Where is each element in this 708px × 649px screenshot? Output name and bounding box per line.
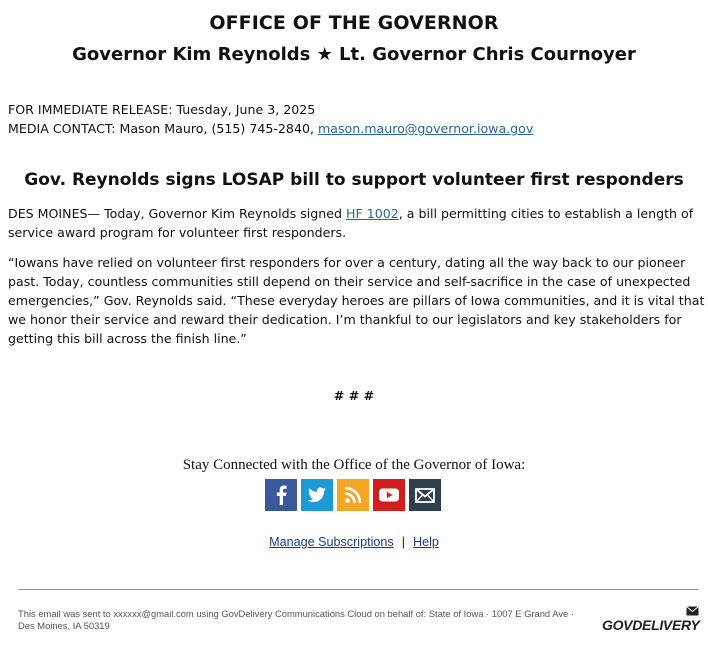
youtube-icon: [373, 479, 405, 511]
manage-subscriptions-link[interactable]: Manage Subscriptions: [269, 535, 394, 549]
contact-email-link[interactable]: mason.mauro@governor.iowa.gov: [317, 121, 534, 136]
email-icon: [409, 479, 441, 511]
lt-governor-name: Lt. Governor Chris Cournoyer: [339, 44, 636, 65]
governor-line: [0, 44, 708, 65]
social-icons: [265, 479, 441, 511]
subscription-links: [0, 535, 708, 549]
email-button[interactable]: [409, 479, 441, 511]
p1-rest: , a bill permitting cities to establish a length of service award program for volunteer first responders.: [8, 206, 694, 240]
article-headline: Gov. Reynolds signs LOSAP bill to support volunteer first responders: [24, 170, 684, 190]
link-separator: |: [401, 535, 405, 549]
p1-lead: DES MOINES— Today, Governor Kim Reynolds signed: [8, 206, 342, 221]
facebook-icon: [265, 479, 297, 511]
contact-label: MEDIA CONTACT:: [8, 121, 116, 136]
help-link[interactable]: Help: [412, 535, 439, 549]
envelope-icon: [686, 606, 699, 616]
article-paragraph-1: [8, 204, 708, 242]
release-date: Tuesday, June 3, 2025: [176, 102, 316, 117]
rss-button[interactable]: [337, 479, 369, 511]
release-date-line: [8, 100, 533, 119]
office-title: OFFICE OF THE GOVERNOR: [209, 12, 499, 34]
twitter-icon: [301, 479, 333, 511]
facebook-button[interactable]: [265, 479, 297, 511]
governor-name: Governor Kim Reynolds: [72, 44, 311, 65]
rss-icon: [337, 479, 369, 511]
footer-divider: [18, 589, 698, 590]
end-mark: # # #: [333, 388, 375, 403]
release-label: FOR IMMEDIATE RELEASE:: [8, 102, 173, 117]
bill-link[interactable]: HF 1002: [345, 206, 399, 221]
govdelivery-logo[interactable]: [602, 606, 700, 636]
release-meta: [8, 100, 533, 138]
media-contact-line: [8, 119, 533, 138]
star-icon: ★: [316, 44, 333, 65]
contact-info: Mason Mauro, (515) 745-2840,: [119, 121, 314, 136]
footer-text: This email was sent to xxxxxx@gmail.com using GovDelivery Communications Cloud on behalf of: State of Iowa · 1007 E Grand Ave · Des Moines, IA 50319: [18, 608, 574, 631]
twitter-button[interactable]: [301, 479, 333, 511]
govdelivery-wordmark: GOVDELIVERY: [602, 617, 700, 633]
stay-connected-text: Stay Connected with the Office of the Governor of Iowa:: [182, 457, 526, 473]
article-paragraph-2: “Iowans have relied on volunteer first responders for over a century, dating all the way back to our pioneer past. Today, countless communities still depend on their service and self-sacrifice in the case of unexpected emergencies,” Gov. Reynolds said. “These everyday heroes are pillars of Iowa communities, and it is vital that we honor their service and reward their dedication. I’m thankful to our legislators and key stakeholders for getting this bill across the finish line.”: [8, 255, 705, 346]
youtube-button[interactable]: [373, 479, 405, 511]
